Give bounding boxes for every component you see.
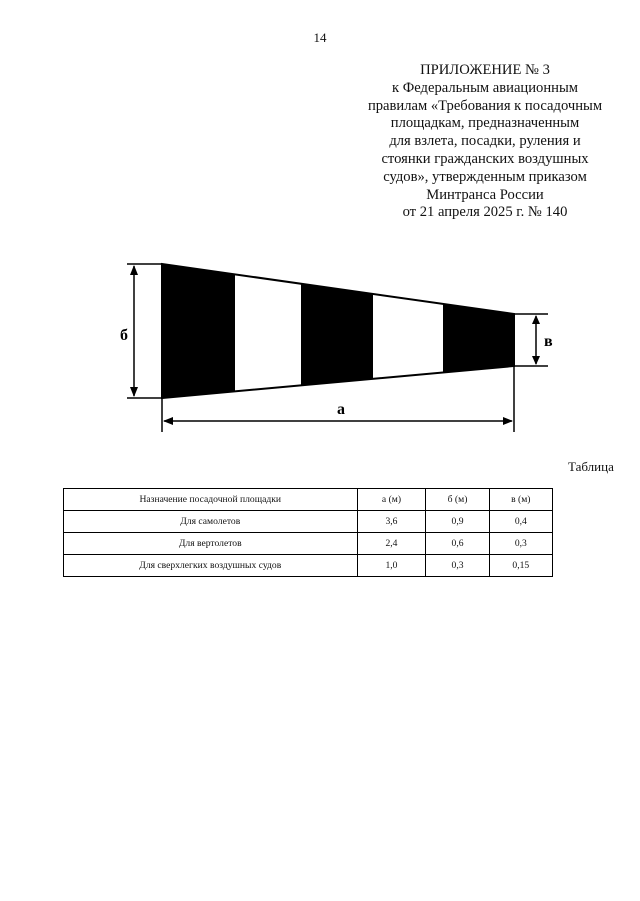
appendix-line: от 21 апреля 2025 г. № 140 — [402, 204, 568, 221]
arrowhead — [130, 265, 138, 275]
appendix-line: правилам «Требования к посадочным — [367, 97, 603, 114]
table-row — [64, 555, 553, 577]
arrowhead — [532, 356, 540, 365]
table-cell: 0,3 — [489, 533, 552, 555]
table-cell: 2,4 — [357, 533, 426, 555]
table-cell: Для вертолетов — [64, 533, 358, 555]
table-cell: 0,3 — [426, 555, 489, 577]
appendix-line: стоянки гражданских воздушных — [381, 150, 589, 167]
stripe-black — [443, 250, 514, 410]
arrowhead — [503, 417, 513, 425]
appendix-line: площадкам, предназначенным — [390, 115, 580, 132]
table-caption: Таблица — [568, 459, 614, 474]
arrowhead — [163, 417, 173, 425]
table-cell: 0,6 — [426, 533, 489, 555]
header-cell: Назначение посадочной площадки — [64, 489, 358, 511]
label-a: а — [337, 401, 345, 418]
appendix-line: к Федеральным авиационным — [391, 79, 579, 96]
header-cell: б (м) — [426, 489, 489, 511]
header-cell: в (м) — [489, 489, 552, 511]
label-b: б — [120, 327, 128, 344]
table-cell: Для самолетов — [64, 511, 358, 533]
stripe-black — [162, 250, 235, 410]
appendix-line: судов», утвержденным приказом — [383, 168, 587, 185]
table-cell: 3,6 — [357, 511, 426, 533]
windsock-stripes — [162, 250, 514, 410]
arrowhead — [532, 315, 540, 324]
table-row — [64, 533, 553, 555]
page-number: 14 — [313, 30, 327, 45]
table-cell: Для сверхлегких воздушных судов — [64, 555, 358, 577]
header-cell: а (м) — [357, 489, 426, 511]
table-cell: 1,0 — [357, 555, 426, 577]
table-cell: 0,4 — [489, 511, 552, 533]
table-header-row — [64, 489, 553, 511]
appendix-line: для взлета, посадки, руления и — [389, 133, 581, 150]
windsock-diagram — [0, 0, 640, 440]
stripe-white — [373, 250, 443, 410]
dimensions-table — [63, 488, 553, 577]
appendix-line: ПРИЛОЖЕНИЕ № 3 — [420, 62, 550, 78]
arrowhead — [130, 387, 138, 397]
appendix-line: Минтранса России — [426, 186, 544, 203]
table-cell: 0,9 — [426, 511, 489, 533]
table-cell: 0,15 — [489, 555, 552, 577]
table-row — [64, 511, 553, 533]
label-v: в — [544, 333, 553, 350]
stripe-black — [301, 250, 373, 410]
